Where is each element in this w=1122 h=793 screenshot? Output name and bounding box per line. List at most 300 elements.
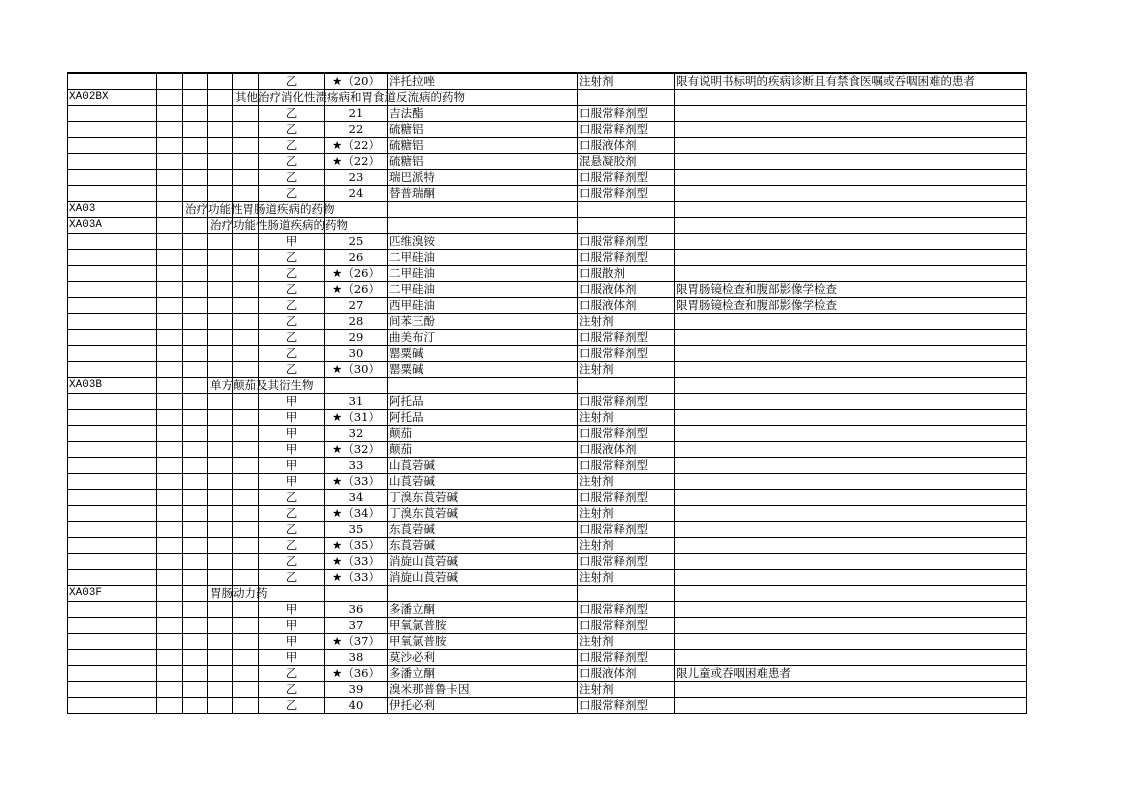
category-row [68,218,1027,234]
level-1-cell [157,186,183,202]
drug-number-cell: 28 [325,314,388,330]
category-row [68,202,1027,218]
level-3-cell [208,634,233,650]
drug-row [68,490,1027,506]
drug-code-cell [68,490,157,506]
drug-number-cell: 34 [325,490,388,506]
level-4-cell [233,234,259,250]
dosage-form-cell: 口服液体剂 [578,282,675,298]
level-2-cell [183,234,208,250]
dosage-form-cell: 口服液体剂 [578,666,675,682]
level-1-cell [157,458,183,474]
dosage-form-cell: 口服常释剂型 [578,426,675,442]
level-1-cell [157,362,183,378]
drug-row [68,362,1027,378]
level-4-cell [233,522,259,538]
drug-name-cell [388,202,578,218]
level-1-cell [157,314,183,330]
level-2-cell [183,490,208,506]
level-1-cell [157,442,183,458]
level-2-cell [183,154,208,170]
level-3-cell [208,682,233,698]
level-2-cell [183,458,208,474]
level-1-cell [157,490,183,506]
dosage-form-cell: 口服常释剂型 [578,186,675,202]
level-4-cell [233,426,259,442]
drug-code-cell [68,282,157,298]
drug-number-cell: 31 [325,394,388,410]
drug-name-cell: 二甲硅油 [388,282,578,298]
level-3-cell [208,234,233,250]
level-4-cell [233,458,259,474]
level-2-cell [183,410,208,426]
remark-cell [675,490,1027,506]
level-1-cell [157,410,183,426]
level-3-cell [208,442,233,458]
drug-name-cell: 颠茄 [388,442,578,458]
drug-code-cell: XA03 [68,202,157,218]
category-row [68,586,1027,602]
dosage-form-cell: 口服常释剂型 [578,522,675,538]
level-1-cell [157,650,183,666]
drug-code-cell: XA03B [68,378,157,394]
drug-list-table [67,72,1027,714]
level-4-cell [233,490,259,506]
dosage-form-cell: 口服常释剂型 [578,650,675,666]
drug-row [68,298,1027,314]
drug-class-cell: 乙 [259,106,325,122]
remark-cell [675,362,1027,378]
dosage-form-cell: 混悬凝胶剂 [578,154,675,170]
drug-class-cell: 甲 [259,394,325,410]
dosage-form-cell: 口服常释剂型 [578,618,675,634]
level-2-cell [183,170,208,186]
drug-row [68,314,1027,330]
remark-cell [675,442,1027,458]
dosage-form-cell: 口服常释剂型 [578,122,675,138]
remark-cell [675,634,1027,650]
level-2-cell [183,618,208,634]
level-3-cell [208,522,233,538]
drug-name-cell: 吉法酯 [388,106,578,122]
level-2-cell [183,330,208,346]
drug-class-cell: 乙 [259,314,325,330]
level-4-cell [233,538,259,554]
drug-name-cell: 罂粟碱 [388,346,578,362]
drug-row [68,538,1027,554]
level-1-cell [157,682,183,698]
level-3-cell [208,602,233,618]
drug-class-cell: 乙 [259,538,325,554]
remark-cell [675,154,1027,170]
level-2-cell [183,73,208,90]
drug-code-cell [68,426,157,442]
drug-code-cell [68,618,157,634]
drug-code-cell [68,698,157,714]
level-4-cell [233,170,259,186]
drug-row [68,634,1027,650]
level-3-cell [208,154,233,170]
dosage-form-cell: 注射剂 [578,362,675,378]
level-4-cell [233,474,259,490]
drug-number-cell: 21 [325,106,388,122]
level-4-cell [233,650,259,666]
drug-name-cell: 硫糖铝 [388,154,578,170]
drug-code-cell: XA03A [68,218,157,234]
drug-row [68,474,1027,490]
drug-row [68,506,1027,522]
drug-number-cell: ★（33） [325,554,388,570]
level-2-cell [183,522,208,538]
drug-code-cell [68,298,157,314]
dosage-form-cell: 口服常释剂型 [578,346,675,362]
drug-name-cell: 西甲硅油 [388,298,578,314]
level-3-cell [208,458,233,474]
level-1-cell [157,106,183,122]
drug-code-cell [68,602,157,618]
remark-cell [675,314,1027,330]
drug-class-cell: 甲 [259,442,325,458]
level-3-cell [208,474,233,490]
drug-class-cell: 甲 [259,618,325,634]
level-4-cell [233,122,259,138]
drug-row [68,234,1027,250]
level-3-cell [208,73,233,90]
drug-name-cell: 丁溴东莨菪碱 [388,506,578,522]
level-3-cell [208,330,233,346]
level-1-cell [157,266,183,282]
dosage-form-cell: 注射剂 [578,506,675,522]
drug-name-cell: 替普瑞酮 [388,186,578,202]
drug-number-cell: 40 [325,698,388,714]
drug-class-cell: 乙 [259,362,325,378]
drug-class-cell: 甲 [259,602,325,618]
remark-cell [675,618,1027,634]
level-4-cell [233,666,259,682]
drug-name-cell: 甲氧氯普胺 [388,618,578,634]
drug-code-cell [68,106,157,122]
drug-number-cell: ★（34） [325,506,388,522]
level-1-cell [157,538,183,554]
drug-number-cell: 22 [325,122,388,138]
drug-code-cell [68,234,157,250]
dosage-form-cell: 口服常释剂型 [578,330,675,346]
drug-class-cell: 乙 [259,698,325,714]
drug-number-cell: 33 [325,458,388,474]
level-2-cell [183,666,208,682]
drug-class-cell: 乙 [259,122,325,138]
drug-name-cell: 溴米那普鲁卡因 [388,682,578,698]
level-3-cell [208,170,233,186]
drug-class-cell: 甲 [259,474,325,490]
drug-name-cell: 二甲硅油 [388,250,578,266]
level-4-cell [233,410,259,426]
drug-name-cell: 消旋山莨菪碱 [388,554,578,570]
remark-cell [675,170,1027,186]
drug-number-cell: 30 [325,346,388,362]
level-3-cell [208,186,233,202]
level-2-cell [183,282,208,298]
level-3-cell [208,90,233,106]
dosage-form-cell: 口服常释剂型 [578,170,675,186]
level-3-cell [208,506,233,522]
drug-row [68,426,1027,442]
drug-code-cell [68,650,157,666]
drug-number-cell: 29 [325,330,388,346]
level-1-cell [157,378,183,394]
dosage-form-cell: 注射剂 [578,634,675,650]
drug-name-cell: 消旋山莨菪碱 [388,570,578,586]
level-4-cell [233,298,259,314]
remark-cell [675,90,1027,106]
level-3-cell [208,394,233,410]
level-4-cell [233,314,259,330]
level-1-cell [157,602,183,618]
level-3-cell [208,250,233,266]
level-4-cell [233,602,259,618]
remark-cell [675,426,1027,442]
drug-number-cell: 24 [325,186,388,202]
level-4-cell [233,554,259,570]
drug-class-cell: 乙 [259,554,325,570]
level-4-cell [233,90,465,106]
dosage-form-cell: 注射剂 [578,314,675,330]
drug-name-cell: 罂粟碱 [388,362,578,378]
drug-name-cell: 阿托品 [388,394,578,410]
remark-cell: 限儿童或吞咽困难患者 [675,666,1027,682]
level-3-cell [208,538,233,554]
drug-code-cell [68,154,157,170]
drug-class-cell: 乙 [259,682,325,698]
level-1-cell [157,570,183,586]
drug-number-cell: ★（22） [325,154,388,170]
remark-cell [675,538,1027,554]
remark-cell: 限有说明书标明的疾病诊断且有禁食医嘱或吞咽困难的患者 [675,73,1027,90]
drug-code-cell [68,554,157,570]
drug-code-cell [68,346,157,362]
drug-row [68,410,1027,426]
level-4-cell [233,442,259,458]
remark-cell [675,250,1027,266]
level-2-cell [183,122,208,138]
drug-class-cell: 甲 [259,650,325,666]
drug-name-cell: 二甲硅油 [388,266,578,282]
level-2-cell [183,554,208,570]
level-2-cell [183,202,335,218]
drug-number-cell: ★（26） [325,282,388,298]
level-3-cell [208,266,233,282]
drug-number-cell: 36 [325,602,388,618]
dosage-form-cell: 口服常释剂型 [578,234,675,250]
drug-class-cell: 乙 [259,490,325,506]
level-3-cell [208,106,233,122]
level-3-cell [208,570,233,586]
category-name: 治疗功能性肠道疾病的药物 [210,218,348,232]
remark-cell [675,378,1027,394]
drug-class-cell: 乙 [259,330,325,346]
drug-number-cell: 32 [325,426,388,442]
level-1-cell [157,138,183,154]
dosage-form-cell: 口服常释剂型 [578,602,675,618]
drug-number-cell: 39 [325,682,388,698]
remark-cell: 限胃肠镜检查和腹部影像学检查 [675,282,1027,298]
dosage-form-cell: 注射剂 [578,538,675,554]
remark-cell [675,698,1027,714]
drug-number-cell: ★（35） [325,538,388,554]
drug-class-cell: 乙 [259,73,325,90]
category-row [68,378,1027,394]
level-3-cell [208,410,233,426]
drug-name-cell: 山莨菪碱 [388,458,578,474]
level-3-cell [208,650,233,666]
level-2-cell [183,682,208,698]
drug-class-cell: 乙 [259,346,325,362]
level-1-cell [157,330,183,346]
level-2-cell [183,442,208,458]
remark-cell [675,394,1027,410]
drug-number-cell: 25 [325,234,388,250]
remark-cell [675,554,1027,570]
drug-code-cell [68,522,157,538]
dosage-form-cell [578,586,675,602]
drug-class-cell: 甲 [259,426,325,442]
dosage-form-cell: 注射剂 [578,570,675,586]
dosage-form-cell: 口服液体剂 [578,298,675,314]
drug-code-cell [68,330,157,346]
drug-class-cell: 乙 [259,570,325,586]
drug-code-cell: XA02BX [68,90,157,106]
drug-code-cell [68,394,157,410]
remark-cell [675,682,1027,698]
drug-name-cell: 匹维溴铵 [388,234,578,250]
drug-row [68,73,1027,90]
drug-name-cell: 曲美布汀 [388,330,578,346]
level-2-cell [183,314,208,330]
drug-class-cell: 乙 [259,138,325,154]
drug-row [68,602,1027,618]
drug-number-cell: ★（36） [325,666,388,682]
level-1-cell [157,170,183,186]
remark-cell [675,474,1027,490]
level-1-cell [157,346,183,362]
level-4-cell [233,154,259,170]
drug-row [68,570,1027,586]
level-1-cell [157,90,183,106]
level-2-cell [183,362,208,378]
level-2-cell [183,634,208,650]
drug-code-cell [68,266,157,282]
level-2-cell [183,298,208,314]
drug-name-cell: 多潘立酮 [388,602,578,618]
level-4-cell [233,394,259,410]
remark-cell [675,330,1027,346]
level-1-cell [157,698,183,714]
level-2-cell [183,570,208,586]
remark-cell [675,202,1027,218]
level-4-cell [233,570,259,586]
drug-number-cell: ★（26） [325,266,388,282]
level-4-cell [233,698,259,714]
drug-class-cell: 乙 [259,266,325,282]
drug-row [68,698,1027,714]
drug-class-cell: 乙 [259,170,325,186]
drug-row [68,522,1027,538]
level-2-cell [183,250,208,266]
drug-class-cell: 乙 [259,250,325,266]
drug-code-cell [68,474,157,490]
drug-name-cell: 瑞巴派特 [388,170,578,186]
level-2-cell [183,506,208,522]
dosage-form-cell: 口服散剂 [578,266,675,282]
drug-row [68,266,1027,282]
level-3-cell [208,618,233,634]
drug-class-cell: 乙 [259,154,325,170]
level-2-cell [183,106,208,122]
level-2-cell [183,394,208,410]
level-1-cell [157,73,183,90]
drug-code-cell [68,506,157,522]
drug-number-cell: 27 [325,298,388,314]
drug-number-cell: ★（30） [325,362,388,378]
level-4-cell [233,250,259,266]
drug-code-cell [68,73,157,90]
dosage-form-cell: 口服液体剂 [578,442,675,458]
dosage-form-cell: 口服常释剂型 [578,458,675,474]
level-4-cell [233,362,259,378]
level-1-cell [157,586,183,602]
level-2-cell [183,90,208,106]
level-1-cell [157,474,183,490]
level-4-cell [233,282,259,298]
drug-code-cell [68,634,157,650]
dosage-form-cell: 口服常释剂型 [578,394,675,410]
remark-cell [675,586,1027,602]
drug-class-cell: 甲 [259,234,325,250]
drug-name-cell: 山莨菪碱 [388,474,578,490]
dosage-form-cell: 注射剂 [578,682,675,698]
drug-name-cell: 泮托拉唑 [388,73,578,90]
drug-class-cell: 乙 [259,506,325,522]
level-2-cell [183,426,208,442]
drug-code-cell [68,186,157,202]
drug-row [68,282,1027,298]
remark-cell [675,186,1027,202]
level-1-cell [157,554,183,570]
dosage-form-cell: 注射剂 [578,73,675,90]
level-3-cell [208,138,233,154]
drug-code-cell [68,458,157,474]
drug-row [68,122,1027,138]
remark-cell [675,410,1027,426]
drug-row [68,330,1027,346]
level-4-cell [233,330,259,346]
drug-number-cell: ★（32） [325,442,388,458]
drug-number-cell: 26 [325,250,388,266]
drug-class-cell: 乙 [259,298,325,314]
category-name: 其他治疗消化性溃疡病和胃食道反流病的药物 [235,90,465,104]
drug-row [68,682,1027,698]
remark-cell [675,218,1027,234]
level-1-cell [157,634,183,650]
level-3-cell [208,346,233,362]
dosage-form-cell [578,218,675,234]
level-4-cell [233,618,259,634]
category-name: 单方颠茄及其衍生物 [210,378,314,392]
category-name: 胃肠动力药 [210,586,268,600]
drug-row [68,442,1027,458]
drug-number-cell [325,586,388,602]
drug-number-cell [325,378,388,394]
